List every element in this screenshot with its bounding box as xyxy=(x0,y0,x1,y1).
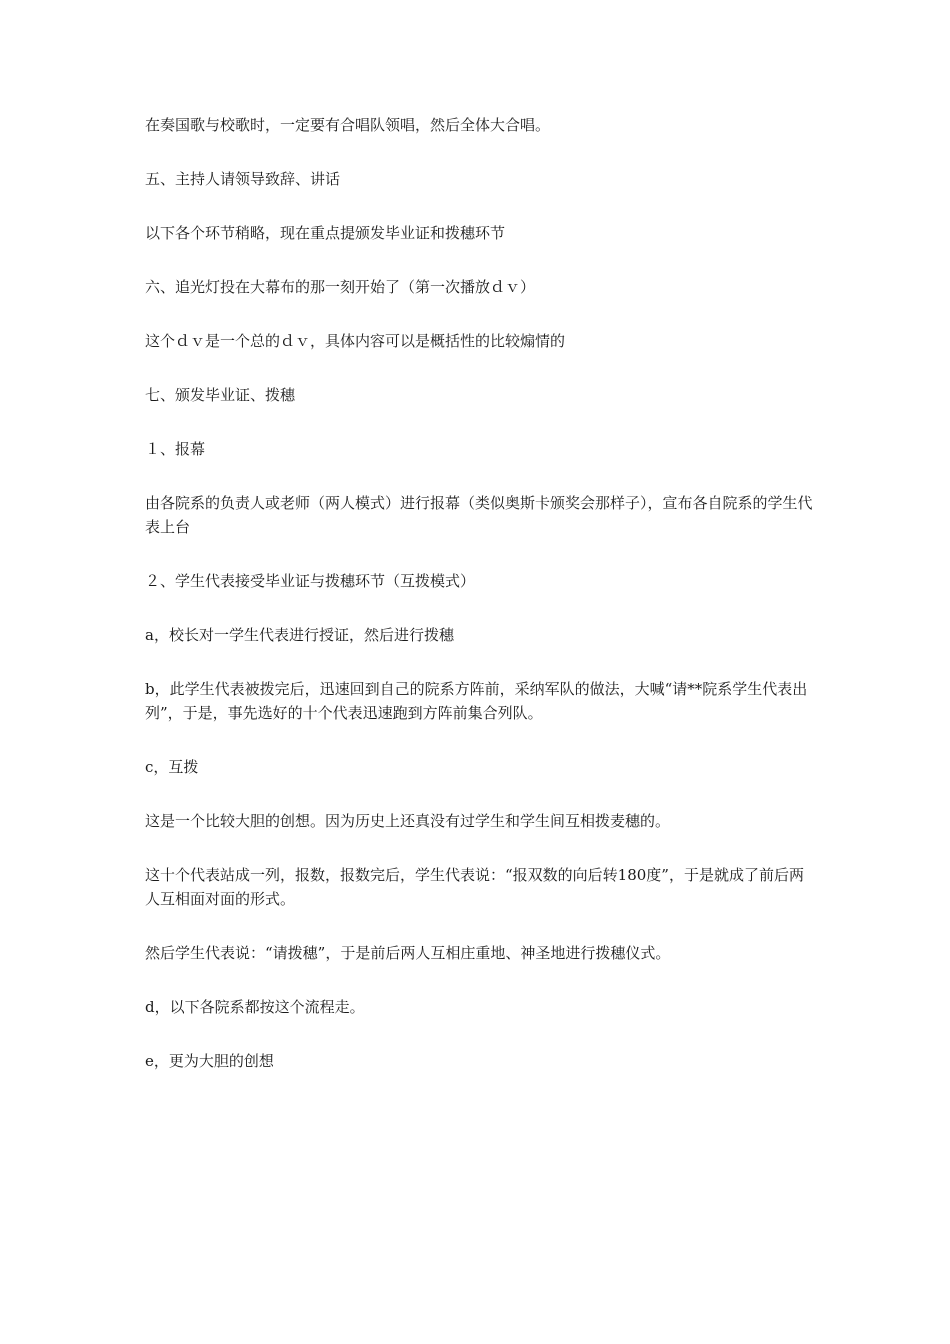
section-heading-spotlight: 六、追光灯投在大幕布的那一刻开始了（第一次播放ｄｖ） xyxy=(145,278,536,296)
paragraph-ceremony: 然后学生代表说：“请拨穗”，于是前后两人互相庄重地、神圣地进行拨穗仪式。 xyxy=(145,944,671,962)
section-heading-diploma: 七、颁发毕业证、拨穗 xyxy=(145,386,296,404)
list-item-d: d，以下各院系都按这个流程走。 xyxy=(145,998,365,1016)
paragraph-bold-idea: 这是一个比较大胆的创想。因为历史上还真没有过学生和学生间互相拨麦穗的。 xyxy=(145,812,671,830)
subheading-announcement: １、报幕 xyxy=(145,440,206,458)
paragraph-anthem-note: 在奏国歌与校歌时，一定要有合唱队领唱，然后全体大合唱。 xyxy=(145,116,551,134)
paragraph-focus-note: 以下各个环节稍略，现在重点提颁发毕业证和拨穗环节 xyxy=(145,224,506,242)
list-item-c: c，互拨 xyxy=(145,758,199,776)
paragraph-dv-note: 这个ｄｖ是一个总的ｄｖ，具体内容可以是概括性的比较煽情的 xyxy=(145,332,566,350)
paragraph-announcement: 由各院系的负责人或老师（两人模式）进行报幕（类似奥斯卡颁奖会那样子），宣布各自院系的学生代表上台 xyxy=(145,494,813,536)
section-heading-speech: 五、主持人请领导致辞、讲话 xyxy=(145,170,341,188)
list-item-e: e，更为大胆的创想 xyxy=(145,1052,274,1070)
subheading-tassel: ２、学生代表接受毕业证与拨穗环节（互拨模式） xyxy=(145,572,476,590)
document-body xyxy=(145,113,815,1103)
list-item-b: b，此学生代表被拨完后，迅速回到自己的院系方阵前，采纳军队的做法，大喊“请**院系学生代表出列”，于是，事先选好的十个代表迅速跑到方阵前集合列队。 xyxy=(145,680,808,722)
list-item-a: a，校长对一学生代表进行授证，然后进行拨穗 xyxy=(145,626,454,644)
paragraph-lineup: 这十个代表站成一列，报数，报数完后，学生代表说：“报双数的向后转180度”，于是就成了前后两人互相面对面的形式。 xyxy=(145,866,804,908)
